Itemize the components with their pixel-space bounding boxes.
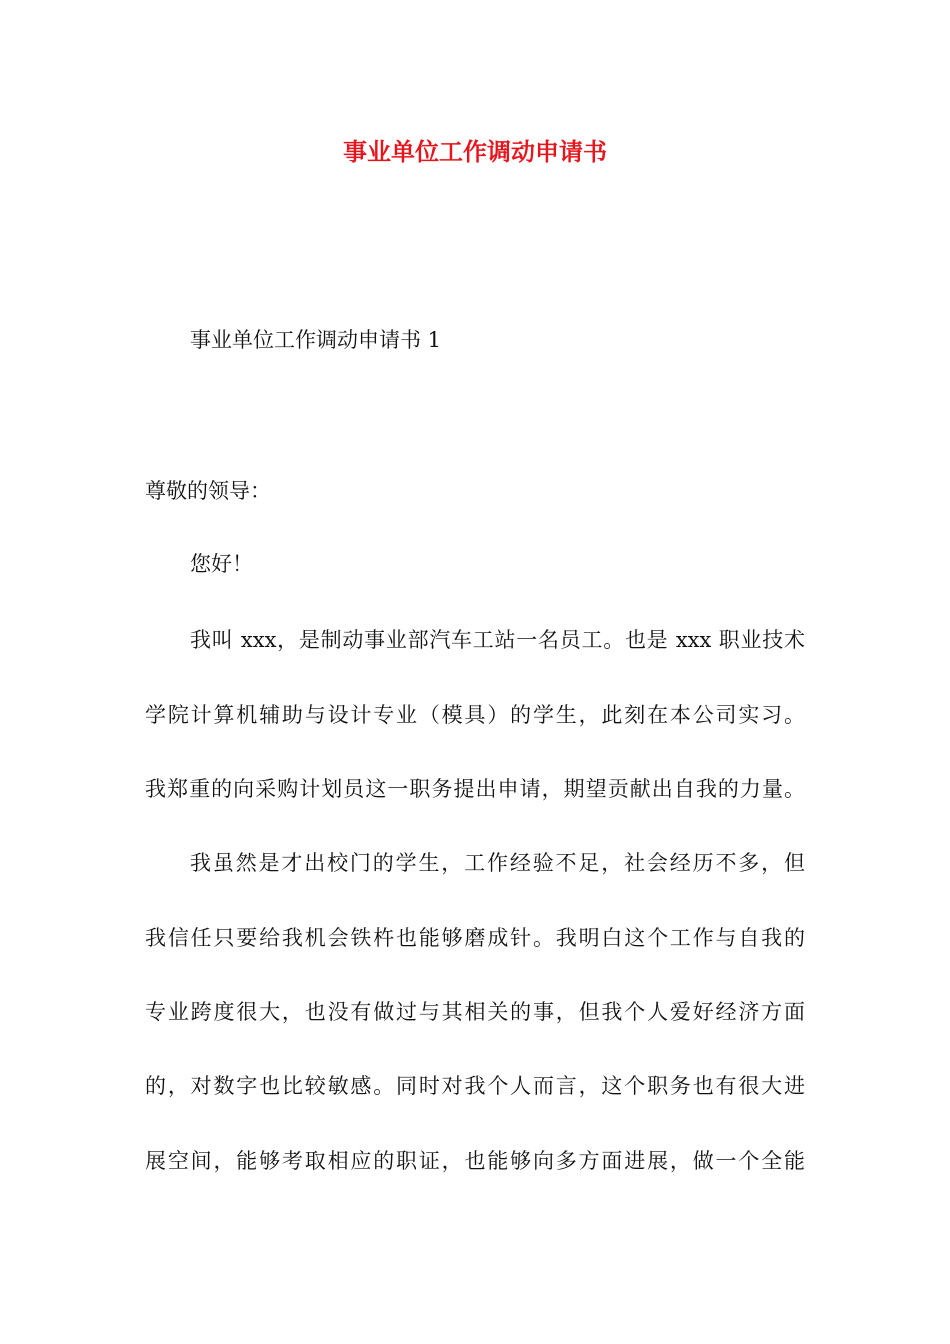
paragraph-line: 我虽然是才出校门的学生，工作经验不足，社会经历不多，但 bbox=[190, 851, 805, 875]
paragraph-line: 我信任只要给我机会铁杵也能够磨成针。我明白这个工作与自我的 bbox=[145, 926, 805, 950]
paragraph-line: 专业跨度很大，也没有做过与其相关的事，但我个人爱好经济方面 bbox=[145, 1000, 805, 1024]
document-title: 事业单位工作调动申请书 bbox=[343, 137, 607, 166]
paragraph-line: 我叫 xxx，是制动事业部汽车工站一名员工。也是 xxx 职业技术 bbox=[190, 628, 805, 652]
salutation: 尊敬的领导： bbox=[145, 479, 271, 503]
paragraph-line: 展空间，能够考取相应的职证，也能够向多方面进展，做一个全能 bbox=[145, 1149, 805, 1173]
section-heading: 事业单位工作调动申请书 1 bbox=[190, 328, 442, 352]
paragraph-line: 我郑重的向采购计划员这一职务提出申请，期望贡献出自我的力量。 bbox=[145, 777, 805, 801]
paragraph-line: 学院计算机辅助与设计专业（模具）的学生，此刻在本公司实习。 bbox=[145, 703, 805, 727]
greeting: 您好！ bbox=[190, 552, 253, 576]
paragraph-line: 的，对数字也比较敏感。同时对我个人而言，这个职务也有很大进 bbox=[145, 1074, 805, 1098]
